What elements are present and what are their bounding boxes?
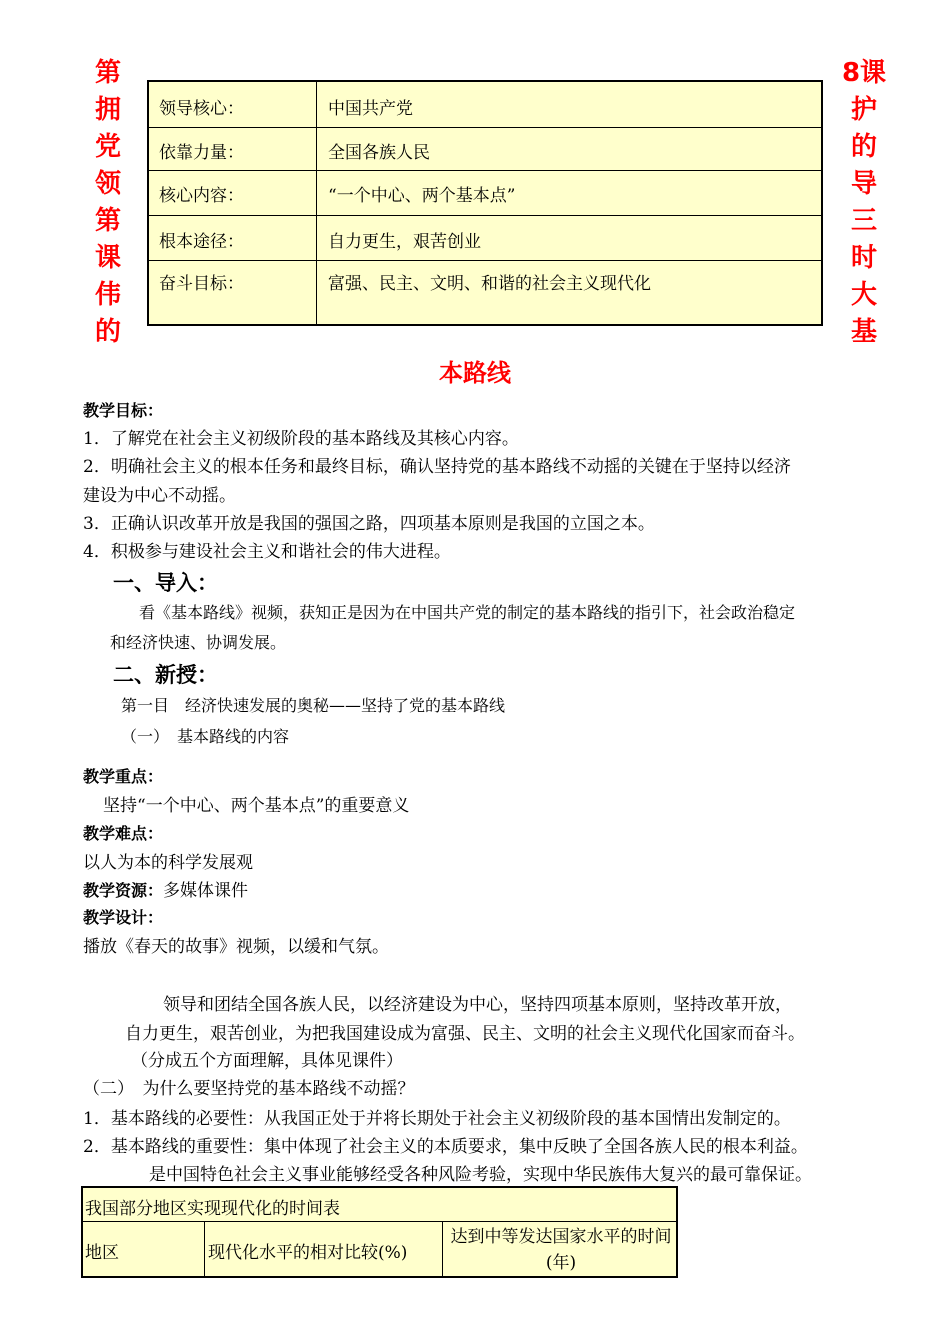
goal-item: 建设为中心不动摇。 (83, 486, 236, 506)
right-vertical-title (836, 55, 892, 351)
left-vertical-char: 拥 (94, 95, 121, 125)
table-divider (442, 1221, 443, 1276)
right-vertical-char: 三 (850, 206, 877, 236)
column-header-region: 地区 (85, 1243, 119, 1263)
basic-line-text: 自力更生，艰苦创业，为把我国建设成为富强、民主、文明的社会主义现代化国家而奋斗。 (125, 1024, 805, 1044)
table-divider (83, 1221, 676, 1222)
design-heading: 教学设计： (83, 908, 164, 927)
column-header-level: 现代化水平的相对比较(%) (208, 1243, 408, 1263)
subsection-heading: （二） 为什么要坚持党的基本路线不动摇？ (83, 1079, 415, 1099)
goal-item: 1．了解党在社会主义初级阶段的基本路线及其核心内容。 (83, 429, 519, 449)
row-value: 自力更生，艰苦创业 (328, 232, 481, 252)
row-value: 中国共产党 (328, 99, 413, 119)
goals-heading: 教学目标： (83, 401, 164, 420)
goal-item: 2．明确社会主义的根本任务和最终目标，确认坚持党的基本路线不动摇的关键在于坚持以经济 (83, 457, 791, 477)
column-header-time: 达到中等发达国家水平的时间(年) (450, 1227, 672, 1273)
basic-line-note: （分成五个方面理解，具体见课件） (131, 1051, 403, 1071)
resource-line (83, 876, 248, 901)
resource-text: 多媒体课件 (163, 881, 249, 901)
right-vertical-char: 时 (850, 243, 877, 273)
table-row (149, 261, 821, 324)
row-label: 奋斗目标： (159, 274, 244, 294)
right-vertical-char: 8课 (841, 58, 887, 88)
table-row (149, 216, 821, 261)
left-vertical-title (90, 55, 126, 351)
right-vertical-char: 导 (850, 169, 877, 199)
resource-heading: 教学资源： (83, 881, 164, 900)
table-row (149, 82, 821, 128)
row-value: 富强、民主、文明、和谐的社会主义现代化 (328, 274, 651, 294)
key-heading: 教学重点： (83, 767, 164, 786)
row-label: 根本途径： (159, 232, 244, 252)
left-vertical-char: 伟 (94, 280, 121, 310)
modernization-timetable (81, 1186, 678, 1278)
right-vertical-char: 大 (850, 280, 877, 310)
basic-line-table (147, 80, 823, 326)
row-value: 全国各族人民 (328, 143, 430, 163)
row-label: 领导核心： (159, 99, 244, 119)
intro-heading: 一、导入： (113, 571, 218, 595)
table-row (149, 171, 821, 216)
goal-item: 4．积极参与建设社会主义和谐社会的伟大进程。 (83, 542, 451, 562)
basic-line-text: 领导和团结全国各族人民，以经济建设为中心，坚持四项基本原则，坚持改革开放， (163, 995, 792, 1015)
key-text: 坚持“一个中心、两个基本点”的重要意义 (103, 796, 410, 816)
intro-text: 和经济快速、协调发展。 (110, 633, 287, 652)
row-label: 依靠力量： (159, 143, 244, 163)
subsection-heading: （一） 基本路线的内容 (121, 727, 290, 746)
reason-item: 2．基本路线的重要性：集中体现了社会主义的本质要求，集中反映了全国各族人民的根本利益。 (83, 1137, 808, 1157)
reason-item: 是中国特色社会主义事业能够经受各种风险考验，实现中华民族伟大复兴的最可靠保证。 (149, 1165, 812, 1185)
row-label: 核心内容： (159, 186, 244, 206)
table-divider (204, 1221, 205, 1276)
right-vertical-char: 护 (850, 95, 877, 125)
left-vertical-char: 第 (94, 58, 121, 88)
intro-text: 看《基本路线》视频，获知正是因为在中国共产党的制定的基本路线的指引下，社会政治稳定 (139, 603, 796, 622)
design-text: 播放《春天的故事》视频，以缓和气氛。 (83, 937, 389, 957)
left-vertical-char: 领 (94, 169, 121, 199)
row-value: “一个中心、两个基本点” (328, 186, 516, 206)
left-vertical-char: 课 (94, 243, 121, 273)
new-lesson-heading: 二、新授： (113, 663, 218, 687)
difficulty-heading: 教学难点： (83, 824, 164, 843)
difficulty-text: 以人为本的科学发展观 (83, 853, 253, 873)
right-vertical-char: 基 (850, 317, 877, 347)
left-vertical-char: 第 (94, 206, 121, 236)
left-vertical-char: 党 (94, 132, 121, 162)
table-row (149, 128, 821, 171)
section-heading: 第一目 经济快速发展的奥秘——坚持了党的基本路线 (121, 696, 506, 715)
page-title: 本路线 (439, 359, 511, 387)
table-caption: 我国部分地区实现现代化的时间表 (85, 1199, 340, 1219)
left-vertical-char: 的 (94, 317, 121, 347)
right-vertical-char: 的 (850, 132, 877, 162)
goal-item: 3．正确认识改革开放是我国的强国之路，四项基本原则是我国的立国之本。 (83, 514, 655, 534)
reason-item: 1．基本路线的必要性：从我国正处于并将长期处于社会主义初级阶段的基本国情出发制定的。 (83, 1109, 791, 1129)
